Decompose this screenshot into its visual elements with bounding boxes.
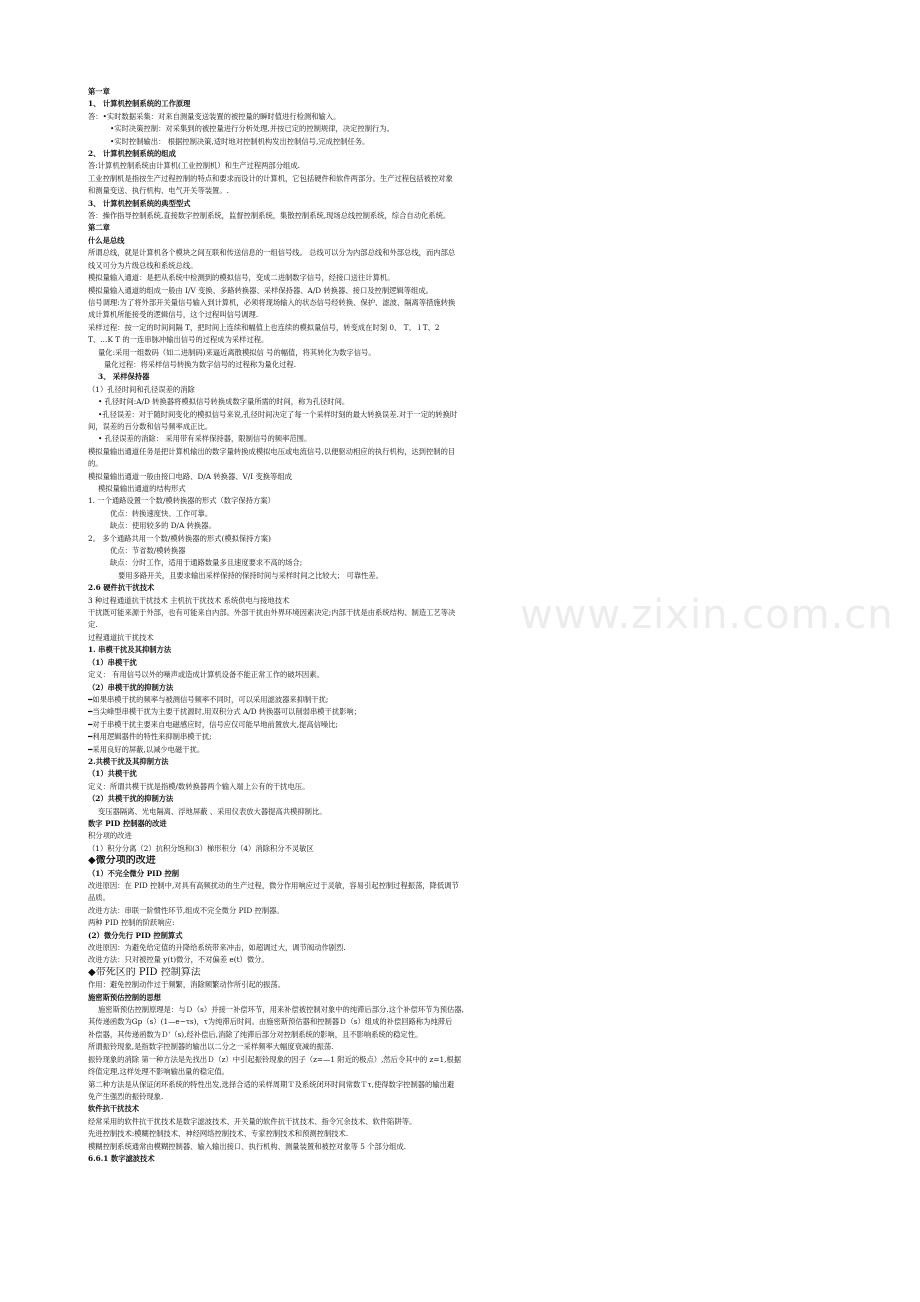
text-line: 模拟量输入通道：是把从系统中检测到的模拟信号，变成二进制数字信号，经接口送往计算机。: [88, 273, 395, 283]
text-line: 2、 计算机控制系统的组成: [88, 149, 176, 159]
text-line: 第一章: [88, 87, 110, 96]
text-line: （2）串模干扰的抑制方法: [88, 682, 174, 692]
text-line: ━对于串模干扰主要来自电磁感应时，信号应仅可能早地前置放大,提高信噪比;: [88, 719, 338, 729]
text-line: 线又可分为片级总线和系统总线。: [88, 260, 198, 270]
text-line: 答：操作指导控制系统,直接数字控制系统，监督控制系统，集散控制系统,现场总线控制系统，综合自动化系统。: [88, 211, 451, 221]
text-line: （1）共模干扰: [88, 769, 137, 779]
text-line: 第二种方法是从保证闭环系统的特性出发,选择合适的采样周期Ｔ及系统闭环时间常数Ｔτ,使得数字控制器的输出避: [88, 1079, 455, 1089]
text-line: (2）微分先行 PID 控制算式: [88, 930, 183, 940]
text-line: 振铃现象的消除 第一种方法是先找出Ｄ（z）中引起振铃现象的因子（z=—1 附近的极点）,然后令其中的 z=1,根据: [88, 1054, 461, 1064]
text-line: • 孔径误差的消除： 采用带有采样保持器，限制信号的频率范围。: [98, 434, 312, 444]
text-line: 模拟量输出通道一般由接口电路、D/A 转换器、V/I 变换等组成: [88, 471, 292, 481]
text-line: 间，误差的百分数和信号频率成正比。: [88, 421, 213, 431]
text-line: 6.6.1 数字滤波技术: [88, 1153, 155, 1163]
text-line: 定.: [88, 620, 98, 630]
text-line: ◆微分项的改进: [88, 855, 156, 867]
text-line: 变压器隔离、光电隔离、浮地屏蔽 、采用仪表放大器提高共模抑制比。: [98, 806, 327, 816]
text-line: 缺点：分时工作，适用于通路数量多且速度要求不高的场合;: [110, 558, 303, 568]
text-line: 模拟量输出通道任务是把计算机输出的数字量转换成模拟电压或电流信号,以便驱动相应的执行机构，达到控制的目: [88, 446, 456, 456]
text-line: 模拟量输入通道的组成一般由 I/V 变换、多路转换器、采样保持器、A/D 转换器、接口及控制逻辑等组成。: [88, 285, 433, 295]
text-line: T、…K T 的一连串脉冲输出信号的过程成为采样过程。: [88, 335, 269, 345]
text-line: 作用：避免控制动作过于频繁，消除频繁动作所引起的振荡。: [88, 980, 286, 990]
text-line: 2.共模干扰及其抑制方法: [88, 756, 169, 766]
text-line: 3、 采样保持器: [98, 372, 150, 382]
text-line: ◆带死区的 PID 控制算法: [88, 966, 201, 978]
text-line: ━利用逻辑器件的特性来抑制串模干扰;: [88, 732, 212, 742]
text-line: 经常采用的软件抗干扰技术是数字滤波技术、开关量的软件抗干扰技术、指令冗余技术、软件陷阱等。: [88, 1116, 417, 1126]
text-line: 模糊控制系统通常由模糊控制器、输入输出接口、执行机构、测量装置和被控对象等 5 个部分组成.: [88, 1141, 407, 1151]
text-line: 2。 多个通路共用一个数/模转换器的形式(模拟保持方案): [88, 533, 271, 543]
text-line: 终值定理,这样处理不影响输出量的稳定值。: [88, 1067, 229, 1077]
text-line: 所谓振铃现象,是指数字控制器的输出以二分之一采样频率大幅度衰减的振荡.: [88, 1042, 334, 1052]
text-line: （1）串模干扰: [88, 657, 137, 667]
text-line: 量化:采用一组数码（如二进制码)来逼近离散模拟信 号的幅值，将其转化为数字信号。: [98, 347, 376, 357]
text-line: （2）共模干扰的抑制方法: [88, 794, 174, 804]
text-line: 积分项的改进: [88, 831, 132, 841]
text-line: 什么是总线: [88, 235, 125, 245]
text-line: 改进原因：为避免给定值的升降给系统带来冲击，如超调过大，调节阀动作剧烈.: [88, 943, 346, 953]
text-line: 施密斯预估控制原理是：与Ｄ（s）并接一补偿环节，用来补偿被控制对象中的纯滞后部分.这个补偿环节为预估器,: [98, 1005, 464, 1015]
text-line: 3、 计算机控制系统的典型型式: [88, 198, 191, 208]
text-line: 1、 计算机控制系统的工作原理: [88, 99, 191, 109]
text-line: 3 种过程通道抗干扰技术 主机抗干扰技术 系统供电与接地技术: [88, 595, 290, 605]
text-line: 和测量变送、执行机构、电气开关等装置。.: [88, 186, 229, 196]
text-line: ━如果串模干扰的频率与被测信号频率不同时，可以采用滤波器来抑制干扰;: [88, 694, 329, 704]
text-line: 软件抗干扰技术: [88, 1104, 140, 1114]
text-line: （1）孔径时间和孔径误差的消除: [88, 384, 195, 394]
text-line: （1）积分分离（2）抗积分饱和(3）梯形积分（4）消除积分不灵敏区: [88, 843, 314, 853]
text-line: （1）不完全微分 PID 控制: [88, 868, 180, 878]
text-line: 成计算机所能接受的逻辑信号，这个过程叫信号调理.: [88, 310, 259, 320]
text-line: 优点：节省数/模转换器: [110, 546, 186, 556]
text-line: 改进方法：串联一阶惯性环节,组成不完全微分 PID 控制器。: [88, 905, 284, 915]
text-line: 免产生强烈的振铃现象.: [88, 1091, 164, 1101]
text-line: 优点：转换速度快、工作可靠。: [110, 508, 213, 518]
text-line: 要用多路开关，且要求输出采样保持的保持时间与采样时间之比较大； 可靠性差。: [118, 570, 384, 580]
text-line: 答:计算机控制系统由计算机(工业控制机）和生产过程两部分组成.: [88, 161, 300, 171]
text-line: 定义：所谓共模干扰是指模/数转换器两个输入端上公有的干扰电压。: [88, 781, 310, 791]
text-line: 所谓总线，就是计算机各个模块之间互联和传送信息的一组信号线。 总线可以分为内部总线和外部总线，而内部总: [88, 248, 456, 258]
text-line: •实时控制输出： 根据控制决策,适时地对控制机构发出控制信号,完成控制任务。: [110, 136, 370, 146]
text-line: 1. 串模干扰及其抑制方法: [88, 645, 172, 655]
text-line: 量化过程：将采样信号转换为数字信号的过程称为量化过程.: [104, 359, 297, 369]
text-line: 工业控制机是指按生产过程控制的特点和要求而设计的计算机，它包括硬件和软件两部分。生产过程包括被控对象: [88, 173, 453, 183]
text-line: 定义： 有用信号以外的噪声或造成计算机设备不能正常工作的破坏因素。: [88, 670, 324, 680]
text-line: 缺点：使用较多的 D/A 转换器。: [110, 521, 216, 531]
text-line: 信号调理:为了将外部开关量信号输入到计算机，必须将现场输入的状态信号经转换、保护、滤波、隔离等措施转换: [88, 297, 456, 307]
text-line: 2.6 硬件抗干扰技术: [88, 583, 155, 593]
text-line: • 孔径时间:A/D 转换器将模拟信号转换成数字量所需的时间，称为孔径时间。: [98, 397, 350, 407]
text-line: 品质。: [88, 893, 110, 903]
text-line: 模拟量输出通道的结构形式: [98, 484, 186, 493]
watermark: www.zixin.com.cn: [520, 592, 894, 638]
text-line: 的。: [88, 459, 103, 469]
text-line: •孔径误差：对于随时间变化的模拟信号来说,孔径时间决定了每一个采样时刻的最大转换误差.对于一定的转换时: [98, 409, 458, 419]
text-line: ━采用良好的屏蔽,以减少电磁干扰。: [88, 744, 205, 754]
text-line: 数字 PID 控制器的改进: [88, 818, 167, 828]
text-line: 改进原因：在 PID 控制中,对具有高频扰动的生产过程，微分作用响应过于灵敏，容易引起控制过程振荡，降低调节: [88, 881, 459, 890]
text-line: •实时决策控制：对采集到的被控量进行分析处理,并按已定的控制规律，决定控制行为。: [110, 124, 394, 134]
text-line: 过程通道抗干扰技术: [88, 632, 154, 642]
text-line: 干扰既可能来源于外部，也有可能来自内部。外部干扰由外界环境因素决定;内部干扰是由系统结构、制造工艺等决: [88, 608, 456, 618]
text-line: 两种 PID 控制的阶跃响应:: [88, 918, 175, 928]
text-line: 1. 一个通路设置一个数/模转换器的形式（数字保持方案）: [88, 496, 275, 506]
text-line: 补偿器，其传递函数为Ｄ'（s),经补偿后,消除了纯滞后部分对控制系统的影响，且不影响系统的稳定性。: [88, 1029, 423, 1039]
text-line: 采样过程：按一定的时间间隔 T，把时间上连续和幅值上也连续的模拟量信号，转变成在时刻 0、 T、 l T、2: [88, 322, 440, 332]
text-line: 先进控制技术:模糊控制技术、神经网络控制技术、专家控制技术和预测控制技术.: [88, 1129, 349, 1139]
text-line: 答：•实时数据采集：对来自测量变送装置的被控量的瞬时值进行检测和输入。: [88, 111, 341, 121]
text-line: 其传递函数为Gp（s）(1—e−τs)，τ为纯滞后时间。由施密斯预估器和控制器Ｄ（s）组成的补偿回路称为纯滞后: [88, 1017, 453, 1027]
text-line: 改进方法：只对被控量 y(t)微分，不对偏差 e(t）微分。: [88, 955, 269, 965]
text-line: ━当尖峰型串模干扰为主要干扰源时,用双积分式 A/D 转换器可以削弱串模干扰影响；: [88, 707, 362, 717]
text-line: 第二章: [88, 223, 110, 233]
text-line: 施密斯预估控制的思想: [88, 992, 161, 1002]
